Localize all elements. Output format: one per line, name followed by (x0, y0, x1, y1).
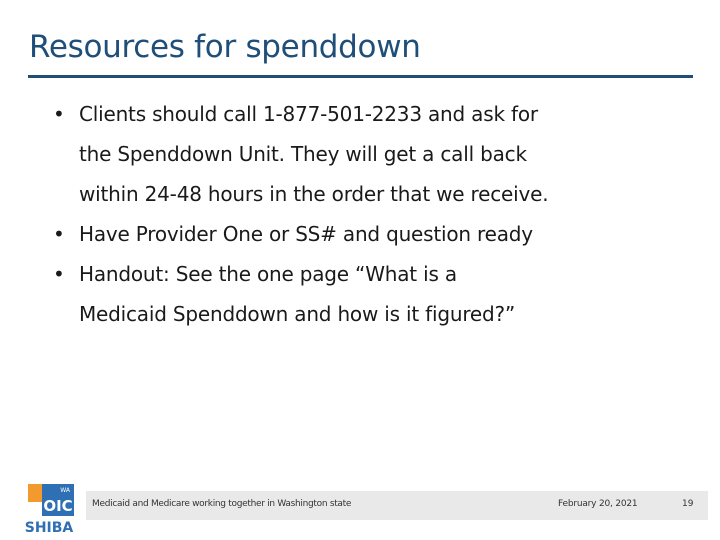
bullet-line: the Spenddown Unit. They will get a call back (79, 142, 527, 166)
footer-date: February 20, 2021 (558, 499, 638, 509)
bullet-item (50, 214, 690, 254)
bullet-marker: • (53, 262, 65, 286)
bullet-item (50, 94, 690, 214)
title-divider (28, 75, 693, 78)
bullet-marker: • (53, 102, 65, 126)
bullet-list (50, 94, 690, 334)
bullet-item (50, 254, 690, 334)
footer-text: Medicaid and Medicare working together in Washington state (92, 499, 352, 509)
bullet-line: Clients should call 1-877-501-2233 and ask for (79, 102, 538, 126)
footer (0, 488, 720, 540)
bullet-marker: • (53, 222, 65, 246)
bullet-line: within 24-48 hours in the order that we receive. (79, 182, 549, 206)
bullet-line: Handout: See the one page “What is a (79, 262, 457, 286)
logo-program-text: SHIBA (24, 520, 74, 536)
slide-title: Resources for spenddown (29, 29, 421, 65)
bullet-line: Medicaid Spenddown and how is it figured?” (79, 302, 516, 326)
logo-org-text: OIC (43, 497, 73, 515)
logo-state-text: WA (60, 487, 70, 494)
slide-number: 19 (682, 499, 694, 509)
bullet-line: Have Provider One or SS# and question ready (79, 222, 533, 246)
